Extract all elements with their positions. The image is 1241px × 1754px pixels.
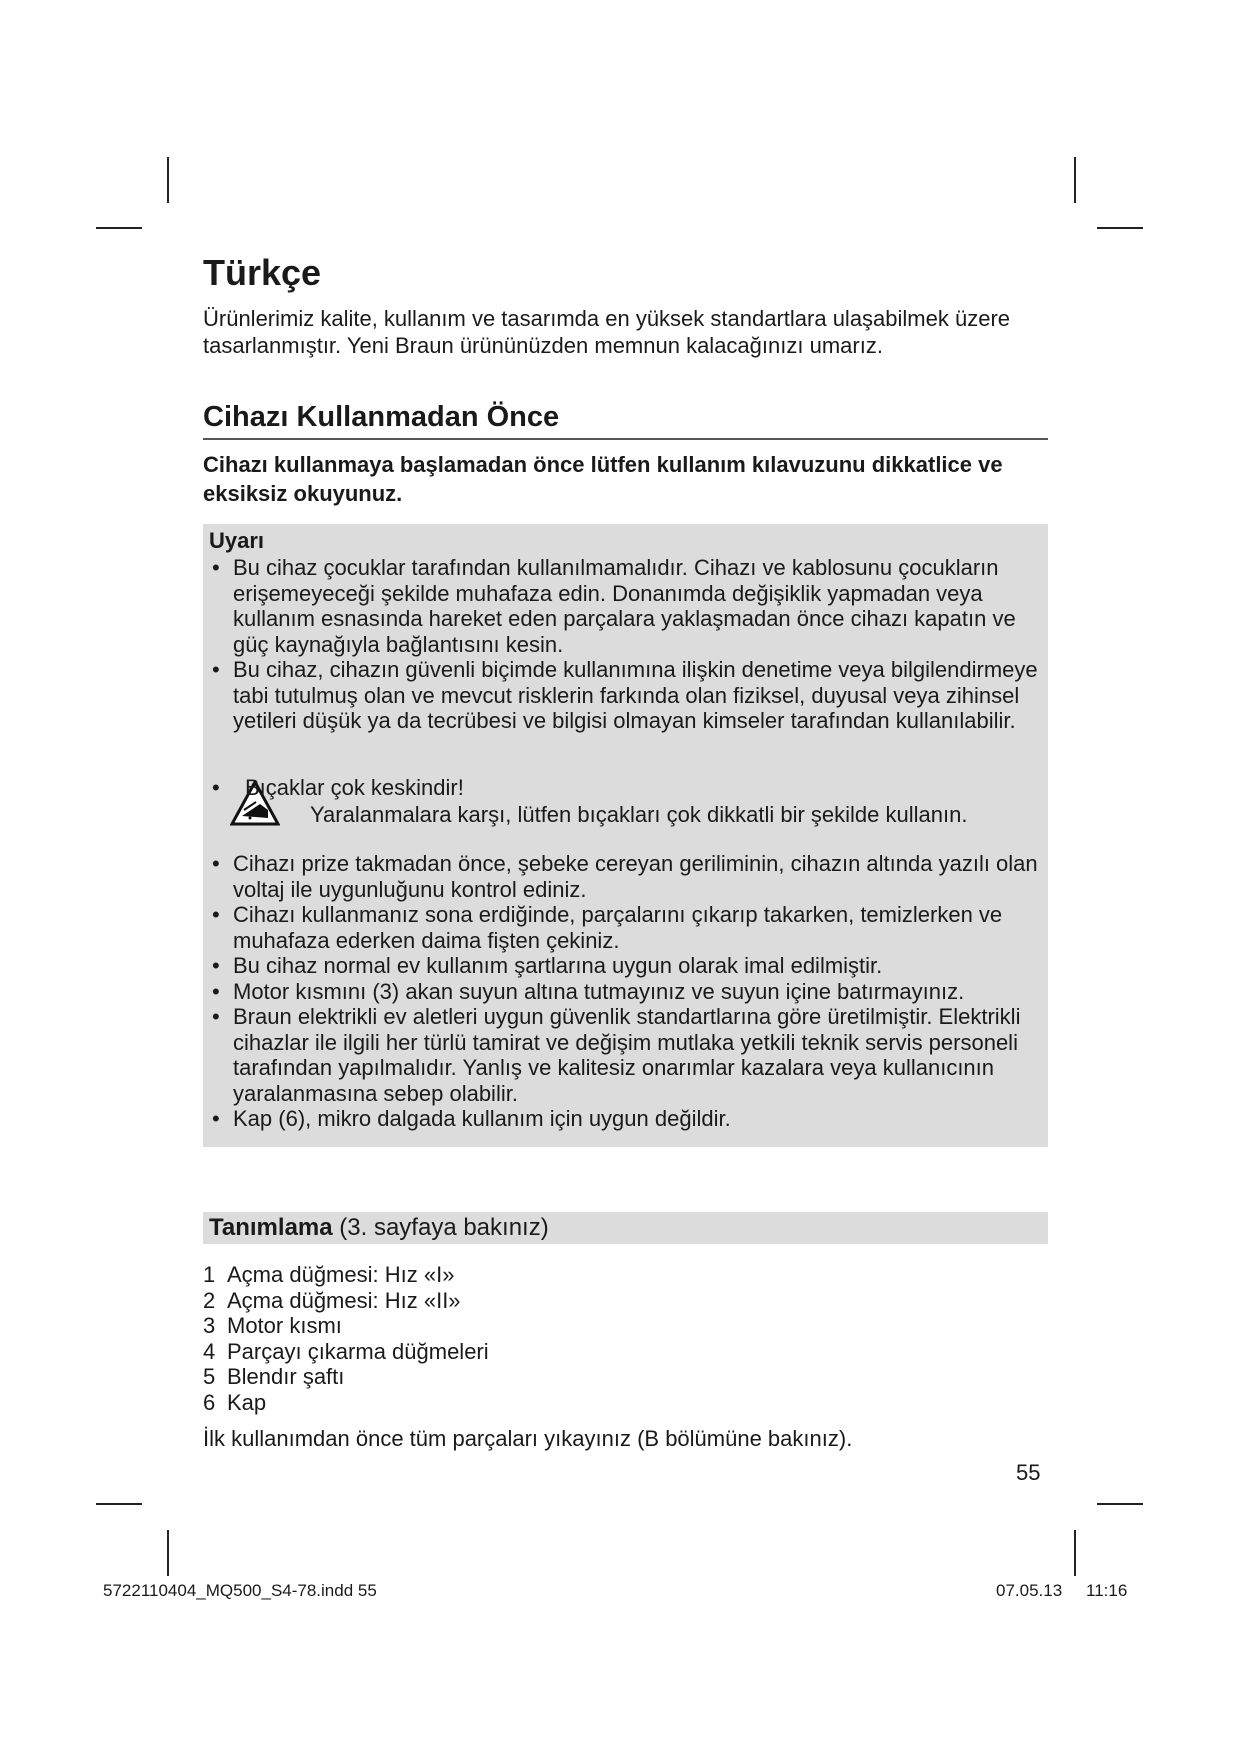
- description-heading-bar: [203, 1212, 1048, 1244]
- warning-title: Uyarı: [209, 528, 265, 553]
- page-title: Türkçe: [203, 252, 322, 293]
- list-item: 4 Parçayı çıkarma düğmeleri: [203, 1338, 489, 1364]
- blade-warning: [203, 774, 1048, 834]
- blade-warning-line1: Bıçaklar çok keskindir!: [245, 775, 464, 800]
- read-manual-notice: Cihazı kullanmaya başlamadan önce lütfen kullanım kılavuzunu dikkatlice ve eksiksiz okuyunuz.: [203, 452, 1003, 506]
- warning-item: • Cihazı kullanmanız sona erdiğinde, parçalarını çıkarıp takarken, temizlerken ve muhafaza ederken daima fişten çekiniz.: [203, 902, 1048, 953]
- warning-list-top: [203, 555, 1048, 734]
- list-item: 1 Açma düğmesi: Hız «I»: [203, 1262, 455, 1287]
- section-heading-before-use: Cihazı Kullanmadan Önce: [203, 401, 1048, 440]
- description-page-reference: (3. sayfaya bakınız): [339, 1214, 549, 1241]
- footer-date: 07.05.13: [996, 1581, 1063, 1600]
- crop-mark: [1097, 227, 1143, 229]
- footer-time: 11:16: [1086, 1581, 1128, 1600]
- bullet: •: [212, 775, 220, 800]
- warning-box: [203, 524, 1048, 1147]
- crop-mark: [1097, 1503, 1143, 1505]
- crop-mark: [96, 1503, 142, 1505]
- warning-item: • Kap (6), mikro dalgada kullanım için uygun değildir.: [203, 1106, 1048, 1132]
- crop-mark: [167, 1530, 169, 1576]
- crop-mark: [167, 157, 169, 203]
- crop-mark: [1074, 157, 1076, 203]
- intro-paragraph: Ürünlerimiz kalite, kullanım ve tasarımda en yüksek standartlara ulaşabilmek üzere tasarlanmıştır. Yeni Braun ürününüzden memnun kalacağınızı umarız.: [203, 306, 1011, 358]
- list-item: 6 Kap: [203, 1389, 267, 1415]
- footer-filename: 5722110404_MQ500_S4-78.indd 55: [103, 1581, 377, 1600]
- description-heading: Tanımlama: [209, 1214, 333, 1241]
- parts-list: [203, 1262, 489, 1415]
- warning-item: • Bu cihaz çocuklar tarafından kullanılmamalıdır. Cihazı ve kablosunu çocukların erişemeyeceği şekilde muhafaza edin. Donanımda değişiklik yapmadan veya kullanım esnasında hareket eden parçalara yaklaşmadan önce cihazı kapatın ve güç kaynağıyla bağlantısını kesin.: [203, 555, 1048, 657]
- warning-item: • Bu cihaz, cihazın güvenli biçimde kullanımına ilişkin denetime veya bilgilendirmeye tabi tutulmuş olan ve mevcut risklerin farkında olan fiziksel, duyusal veya zihinsel yetileri düşük ya da tecrübesi ve bilgisi olmayan kimseler tarafından kullanılabilir.: [203, 657, 1048, 734]
- list-item: 5 Blendır şaftı: [203, 1364, 345, 1389]
- list-item: 2 Açma düğmesi: Hız «II»: [203, 1287, 461, 1313]
- crop-mark: [96, 227, 142, 229]
- crop-mark: [1074, 1530, 1076, 1576]
- list-item: 3 Motor kısmı: [203, 1313, 342, 1338]
- warning-item: • Bu cihaz normal ev kullanım şartlarına uygun olarak imal edilmiştir.: [203, 953, 1048, 979]
- page-number: 55: [1016, 1460, 1041, 1485]
- warning-item: • Cihazı prize takmadan önce, şebeke cereyan geriliminin, cihazın altında yazılı olan voltaj ile uygunluğunu kontrol ediniz.: [203, 851, 1048, 902]
- first-use-note: İlk kullanımdan önce tüm parçaları yıkayınız (B bölümüne bakınız).: [203, 1426, 853, 1451]
- warning-item: • Braun elektrikli ev aletleri uygun güvenlik standartlarına göre üretilmiştir. Elektrikli cihazlar ile ilgili her türlü tamirat ve değişim mutlaka yetkili teknik servis personeli tarafından yapılmalıdır. Yanlış ve kalitesiz onarımlar kazalara veya kullanıcının yaralanmasına sebep olabilir.: [203, 1004, 1048, 1106]
- warning-list-bottom: [203, 851, 1048, 1132]
- blade-warning-line2: Yaralanmalara karşı, lütfen bıçakları çok dikkatli bir şekilde kullanın.: [310, 802, 968, 827]
- warning-item: • Motor kısmını (3) akan suyun altına tutmayınız ve suyun içine batırmayınız.: [203, 979, 1048, 1005]
